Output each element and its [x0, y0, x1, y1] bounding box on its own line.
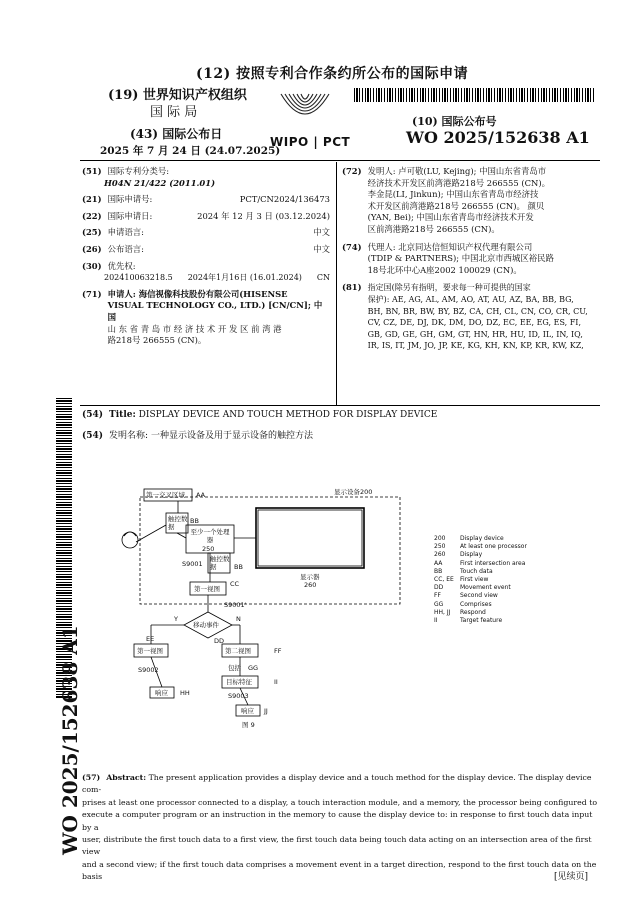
wipo-pct-logo-text: WIPO | PCT — [270, 135, 351, 149]
side-pub-no: WO 2025/152638 A1 — [58, 625, 82, 855]
designated-line: GB, GD, GE, GH, GM, GT, HN, HR, HU, ID, IL, IN, IQ, — [367, 329, 583, 339]
agent-line: 18号北环中心A座2002 100029 (CN)。 — [367, 264, 522, 275]
continued-note: [见续页] — [554, 872, 589, 882]
legend-row — [434, 560, 527, 568]
fig-respond: 响应 — [155, 689, 168, 697]
filing-lang-label: 申请语言: — [107, 227, 144, 238]
designated-line: 指定国(除另有指明，要求每一种可提供的国家 — [367, 283, 531, 293]
field-code: (25) — [82, 227, 102, 238]
wipo-org-line2: 国 际 局 — [150, 105, 198, 120]
field-code: (54) — [82, 410, 104, 420]
applicant-line: 路218号 266555 (CN)。 — [107, 335, 207, 346]
legend-key: CC, EE — [434, 576, 454, 584]
app-no-label: 国际申请号: — [107, 194, 153, 205]
legend-key: 260 — [434, 551, 446, 559]
fig-s9002: S9002 — [138, 666, 159, 674]
fig-aa: AA — [196, 491, 206, 499]
title-en-label: Title: — [109, 410, 136, 420]
filing-date-label: 国际申请日: — [107, 210, 153, 221]
field-code: (51) — [82, 166, 102, 176]
agent-line: (TDIP & PARTNERS); 中国北京市西城区裕民路 — [367, 253, 554, 264]
priority-date: 2024年1月16日 (16.01.2024) — [187, 273, 302, 283]
field-code: (21) — [82, 194, 102, 205]
priority-label: 优先权: — [107, 260, 136, 271]
abstract-line: and a second view; if the first touch data comprises a movement event in a target direction, respond to the first touch data on the basis — [82, 859, 597, 882]
field-code: (26) — [82, 243, 102, 254]
fig-number: 图 9 — [242, 721, 255, 729]
fig-first-view: 第一视图 — [194, 585, 220, 593]
abstract-label: Abstract: — [106, 773, 147, 782]
abstract-line: execute a computer program or an instruction in the memory to cause the display device to: in response to first touch data input by a — [82, 810, 593, 832]
fig-touch-data-2: 触控数据 — [210, 555, 230, 571]
fig-touch-data: 触控数据 — [168, 515, 188, 531]
legend-key: GG — [434, 600, 444, 608]
field-code: (30) — [82, 260, 102, 271]
inventor-line: 区前湾港路218号 266555 (CN)。 — [367, 223, 500, 234]
legend-row — [434, 592, 527, 600]
figure-legend — [434, 535, 527, 625]
inventor-line: 发明人: 卢可敬(LU, Kejing); 中国山东省青岛市 — [367, 166, 547, 176]
legend-value: Display — [460, 551, 483, 559]
ipc-label: 国际专利分类号: — [107, 166, 170, 176]
field-code: (74) — [342, 241, 362, 252]
fig-s9001-prime: S9001' — [224, 601, 247, 609]
inventor-line: 术开发区前湾港路218号 266555 (CN)。 颜贝 — [367, 200, 545, 211]
fig-ee: EE — [146, 635, 155, 643]
abstract-line — [82, 772, 602, 797]
field-code: (54) — [82, 431, 104, 441]
legend-key: DD — [434, 584, 444, 592]
legend-row — [434, 609, 527, 617]
designated-line: BH, BN, BR, BW, BY, BZ, CA, CH, CL, CN, CO, CR, CU, — [367, 306, 588, 316]
legend-row — [434, 535, 527, 543]
fig-ii: II — [274, 678, 278, 686]
legend-key: AA — [434, 559, 443, 567]
fig-second-view: 第二视图 — [225, 647, 251, 655]
legend-row — [434, 551, 527, 559]
fig-jj: JJ — [264, 707, 268, 715]
agent-line: 代理人: 北京同达信恒知识产权代理有限公司 — [367, 241, 533, 252]
pub-no: WO 2025/152638 A1 — [406, 128, 590, 147]
legend-row — [434, 576, 527, 584]
figure-9 — [118, 480, 418, 735]
field-code: (22) — [82, 210, 102, 221]
designated-line: CV, CZ, DE, DJ, DK, DM, DO, DZ, EC, EE, EG, ES, FI, — [367, 318, 581, 328]
fig-bb: BB — [190, 517, 199, 525]
column-divider — [336, 162, 337, 405]
legend-row — [434, 617, 527, 625]
document-type-heading: (12) 按照专利合作条约所公布的国际申请 — [196, 66, 469, 82]
abstract-text: The present application provides a display device and a touch method for the display device. The display device com- — [82, 773, 592, 795]
pub-date: 2025 年 7 月 24 日 (24.07.2025) — [100, 145, 281, 157]
fig-first-view-2: 第一视图 — [137, 647, 163, 655]
fig-gg: GG — [248, 664, 259, 672]
field-code: (57) — [82, 773, 101, 782]
fig-dd: DD — [214, 637, 225, 645]
applicant-line: 申请人: 海信视像科技股份有限公司(HISENSE — [107, 288, 288, 299]
inventor-line: 李金昆(LI, Jinkun); 中国山东省青岛市经济技 — [367, 189, 539, 200]
title-cn-text: 一种显示设备及用于显示设备的触控方法 — [150, 431, 313, 441]
fig-bb-2: BB — [234, 563, 243, 571]
legend-value: Touch data — [460, 567, 493, 575]
legend-value: First intersection area — [460, 559, 526, 567]
legend-value: Movement event — [460, 584, 511, 592]
fig-hh: HH — [180, 689, 190, 697]
fig-y: Y — [174, 615, 178, 623]
title-en-row — [82, 410, 437, 422]
legend-value: Comprises — [460, 600, 492, 608]
legend-row — [434, 543, 527, 551]
legend-row — [434, 584, 527, 592]
ipc-value: H04N 21/422 (2011.01) — [104, 177, 216, 188]
inventor-line: 经济技术开发区前湾港路218号 266555 (CN)。 — [367, 177, 551, 188]
wipo-emblem-icon — [277, 88, 333, 132]
applicant-line: VISUAL TECHNOLOGY CO., LTD.) [CN/CN]; 中 国 — [107, 300, 323, 322]
fig-s9003: S9003 — [228, 692, 249, 700]
pub-date-label: (43) 国际公布日 — [130, 127, 223, 141]
fig-s9001: S9001 — [182, 560, 203, 568]
pub-lang-label: 公布语言: — [107, 243, 144, 254]
legend-key: 200 — [434, 535, 446, 542]
filing-lang-value: 中文 — [313, 227, 330, 238]
field-code: (72) — [342, 166, 362, 176]
fig-250: 250 — [202, 545, 215, 553]
legend-value: Second view — [460, 592, 498, 600]
legend-row — [434, 601, 527, 609]
legend-value: Respond — [460, 608, 486, 616]
fig-target-feature: 目标特征 — [226, 678, 252, 686]
legend-key: II — [434, 617, 438, 625]
filing-date-value: 2024 年 12 月 3 日 (03.12.2024) — [197, 210, 330, 221]
fig-display: 显示器 — [300, 573, 320, 581]
legend-row — [434, 568, 527, 576]
fig-ff: FF — [274, 647, 282, 655]
priority-number: 202410063218.5 — [104, 273, 173, 283]
fig-processor: 至少一个处理器 — [190, 528, 230, 544]
left-column — [82, 166, 330, 347]
wipo-org-line1: (19) 世界知识产权组织 — [108, 88, 247, 103]
pub-no-label: (10) 国际公布号 — [412, 115, 497, 128]
title-cn-row — [82, 431, 313, 443]
inventors-block — [368, 166, 550, 236]
legend-value: Target feature — [460, 617, 503, 625]
fig-first-intersection: 第一交叉区域 — [146, 491, 185, 499]
app-no-value: PCT/CN2024/136473 — [239, 194, 330, 205]
fig-display-device: 显示设备200 — [334, 488, 373, 496]
fig-comprises: 包括 — [228, 664, 241, 672]
fig-260: 260 — [304, 581, 317, 589]
pub-lang-value: 中文 — [313, 243, 330, 254]
applicant-block — [108, 289, 330, 347]
abstract-line: prises at least one processor connected to a display, a touch interaction module, and a memory, the processor being configured to — [82, 797, 598, 807]
designated-line: 保护): AE, AG, AL, AM, AO, AT, AU, AZ, BA, BB, BG, — [367, 294, 574, 304]
title-cn-label: 发明名称: — [109, 431, 149, 441]
legend-value: At least one processor — [460, 543, 527, 551]
field-code: (81) — [342, 282, 362, 293]
legend-key: HH, JJ — [434, 608, 451, 616]
title-en-text: DISPLAY DEVICE AND TOUCH METHOD FOR DISPLAY DEVICE — [138, 410, 438, 420]
inventor-line: (YAN, Bei); 中国山东省青岛市经济技术开发 — [367, 212, 534, 223]
legend-key: 250 — [434, 543, 446, 551]
fig-cc: CC — [230, 580, 240, 588]
title-rule — [80, 405, 600, 406]
agent-block — [368, 242, 554, 277]
legend-key: BB — [434, 567, 443, 575]
designated-line: IR, IS, IT, JM, JO, JP, KE, KG, KH, KN, KP, KR, KW, KZ, — [367, 341, 584, 351]
field-code: (71) — [82, 288, 102, 299]
header-rule — [80, 160, 600, 161]
top-barcode — [354, 88, 594, 102]
fig-respond-2: 响应 — [241, 707, 254, 715]
right-column — [342, 166, 598, 352]
legend-value: Display device — [460, 535, 504, 542]
designated-block — [368, 282, 588, 352]
fig-n: N — [236, 615, 241, 623]
abstract-line: user, distribute the first touch data to a first view, the first touch data being touch data acting on an intersection area of the first view — [82, 835, 592, 857]
legend-key: FF — [434, 592, 441, 600]
abstract-block — [82, 772, 602, 884]
legend-value: First view — [460, 576, 489, 584]
priority-country: CN — [316, 273, 330, 283]
fig-move-event: 移动事件 — [193, 621, 219, 629]
applicant-line: 山 东 省 青 岛 市 经 济 技 术 开 发 区 前 湾 港 — [107, 323, 282, 334]
